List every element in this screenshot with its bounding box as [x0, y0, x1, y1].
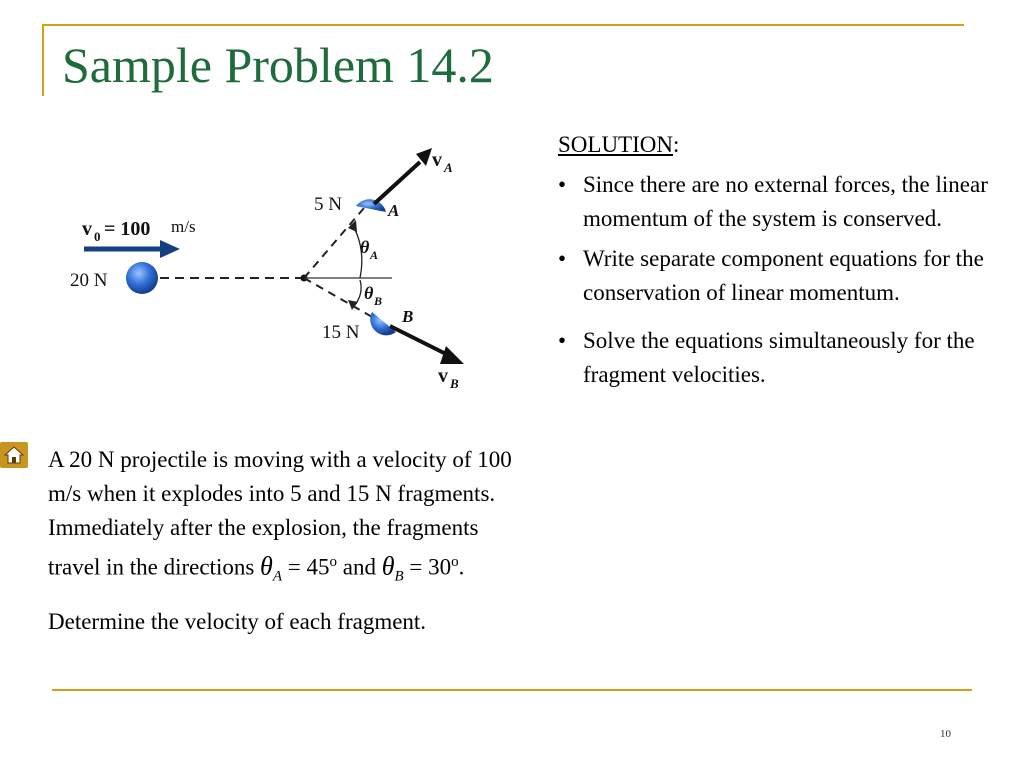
explosion-diagram [60, 128, 490, 408]
va-label: v [432, 149, 442, 171]
projectile-sphere [126, 262, 158, 294]
theta-b-sub: B [374, 294, 383, 308]
va-arrow-shaft [374, 162, 420, 204]
solution-heading [558, 128, 1018, 162]
slide-title: Sample Problem 14.2 [62, 37, 494, 93]
solution-bullet [558, 242, 1018, 310]
and-word: and [336, 554, 382, 580]
theta-a-sub: A [370, 248, 379, 262]
home-button[interactable] [0, 442, 28, 468]
solution-bullet-text: Solve the equations simultaneously for the fragment velocities. [583, 328, 975, 387]
fragment-b-hemisphere [370, 312, 396, 335]
solution-bullet-list [558, 168, 1018, 392]
theta-a-degree: o [329, 554, 337, 570]
frame-top-rule [42, 24, 964, 26]
theta-b-degree: o [451, 554, 459, 570]
vb-arrow-shaft [390, 326, 450, 356]
v0-sub: 0 [94, 229, 101, 244]
theta-b-symbol: θ [381, 551, 395, 581]
fragment-a-dashed-line [304, 208, 364, 278]
problem-text: A 20 N projectile is moving with a velocity of 100 m/s when it explodes into 5 and 15 N fragments. Immediately after the explosion, the fragments travel in the directions [48, 447, 512, 580]
fragment-b-label: B [402, 307, 414, 326]
theta-a-symbol: θ [360, 237, 370, 257]
theta-b-symbol: θ [364, 283, 374, 303]
fragment-b-weight-label: 15 N [322, 322, 360, 343]
theta-a-symbol: θ [260, 551, 273, 581]
v0-arrow-head [160, 240, 180, 258]
vb-arrow-head [440, 346, 464, 364]
vb-label: v [438, 365, 448, 387]
solution-bullet [558, 168, 1018, 236]
statement-period: . [458, 554, 465, 580]
solution-bullet-text: Write separate component equations for the conservation of linear momentum. [583, 246, 984, 305]
v0-label: v [82, 218, 92, 240]
fragment-a-label: A [388, 201, 400, 220]
va-sub: A [444, 160, 453, 175]
bullet-marker: • [558, 328, 567, 353]
projectile-weight-label: 20 N [70, 270, 108, 291]
bullet-marker: • [558, 172, 567, 197]
solution-bullet [558, 324, 1018, 392]
home-icon [4, 446, 24, 464]
v0-unit: m/s [171, 217, 196, 236]
bullet-marker: • [558, 246, 567, 271]
theta-a-equation: = 45 [282, 554, 330, 580]
v0-value: = 100 [104, 218, 151, 240]
solution-bullet-text: Since there are no external forces, the linear momentum of the system is conserved. [583, 172, 988, 231]
fragment-a-hemisphere [356, 199, 386, 212]
problem-statement [48, 443, 528, 651]
theta-a-subscript: A [272, 568, 282, 585]
solution-panel [558, 128, 1018, 398]
problem-question: Determine the velocity of each fragment. [48, 609, 427, 635]
problem-paragraph [48, 443, 528, 593]
frame-left-rule [42, 24, 44, 96]
theta-b-subscript: B [394, 568, 404, 585]
vb-sub: B [450, 376, 459, 391]
footer-rule [52, 689, 972, 691]
solution-heading-text: SOLUTION [558, 132, 673, 157]
theta-b-equation: = 30 [403, 554, 452, 580]
fragment-a-weight-label: 5 N [314, 194, 342, 215]
page-number: 10 [940, 728, 951, 740]
solution-heading-colon: : [673, 132, 680, 157]
